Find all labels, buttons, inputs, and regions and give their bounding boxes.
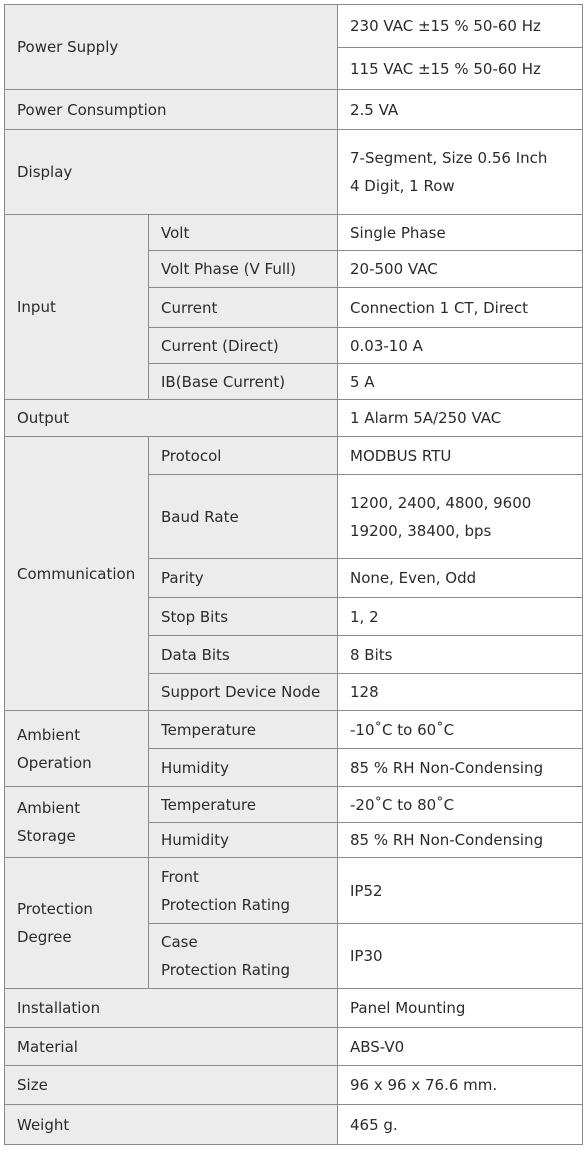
protection-degree-param: Front Protection Rating <box>148 857 338 924</box>
input-value: 20-500 VAC <box>337 250 583 288</box>
ambient-storage-label: Ambient Storage <box>4 786 149 858</box>
display-label: Display <box>4 129 338 215</box>
size-label: Size <box>4 1065 338 1105</box>
size-value: 96 x 96 x 76.6 mm. <box>337 1065 583 1105</box>
protection-degree-param: Case Protection Rating <box>148 923 338 989</box>
communication-value: 1200, 2400, 4800, 9600 19200, 38400, bps <box>337 474 583 559</box>
weight-label: Weight <box>4 1104 338 1145</box>
power-consumption-label: Power Consumption <box>4 89 338 130</box>
ambient-operation-value: -10˚C to 60˚C <box>337 710 583 749</box>
communication-value: 128 <box>337 673 583 711</box>
display-value: 7-Segment, Size 0.56 Inch 4 Digit, 1 Row <box>337 129 583 215</box>
communication-param: Parity <box>148 558 338 598</box>
protection-degree-value: IP30 <box>337 923 583 989</box>
protection-degree-label: Protection Degree <box>4 857 149 989</box>
communication-param: Data Bits <box>148 635 338 674</box>
weight-value: 465 g. <box>337 1104 583 1145</box>
communication-param: Protocol <box>148 436 338 475</box>
input-param: Current <box>148 287 338 328</box>
input-value: Single Phase <box>337 214 583 251</box>
input-param: Volt <box>148 214 338 251</box>
communication-value: None, Even, Odd <box>337 558 583 598</box>
input-param: IB(Base Current) <box>148 363 338 400</box>
communication-param: Baud Rate <box>148 474 338 559</box>
ambient-storage-value: 85 % RH Non-Condensing <box>337 822 583 858</box>
input-param: Volt Phase (V Full) <box>148 250 338 288</box>
ambient-operation-param: Humidity <box>148 748 338 787</box>
power-supply-value-2: 115 VAC ±15 % 50-60 Hz <box>337 47 583 90</box>
material-label: Material <box>4 1027 338 1066</box>
material-value: ABS-V0 <box>337 1027 583 1066</box>
ambient-storage-value: -20˚C to 80˚C <box>337 786 583 823</box>
ambient-operation-value: 85 % RH Non-Condensing <box>337 748 583 787</box>
installation-value: Panel Mounting <box>337 988 583 1028</box>
communication-value: MODBUS RTU <box>337 436 583 475</box>
input-value: 5 A <box>337 363 583 400</box>
communication-param: Stop Bits <box>148 597 338 636</box>
input-value: 0.03-10 A <box>337 327 583 364</box>
ambient-storage-param: Temperature <box>148 786 338 823</box>
communication-value: 1, 2 <box>337 597 583 636</box>
power-supply-label: Power Supply <box>4 4 338 90</box>
communication-label: Communication <box>4 436 149 711</box>
protection-degree-value: IP52 <box>337 857 583 924</box>
ambient-operation-param: Temperature <box>148 710 338 749</box>
power-supply-value-1: 230 VAC ±15 % 50-60 Hz <box>337 4 583 48</box>
communication-value: 8 Bits <box>337 635 583 674</box>
input-label: Input <box>4 214 149 400</box>
input-param: Current (Direct) <box>148 327 338 364</box>
output-label: Output <box>4 399 338 437</box>
ambient-operation-label: Ambient Operation <box>4 710 149 787</box>
installation-label: Installation <box>4 988 338 1028</box>
output-value: 1 Alarm 5A/250 VAC <box>337 399 583 437</box>
communication-param: Support Device Node <box>148 673 338 711</box>
input-value: Connection 1 CT, Direct <box>337 287 583 328</box>
ambient-storage-param: Humidity <box>148 822 338 858</box>
power-consumption-value: 2.5 VA <box>337 89 583 130</box>
